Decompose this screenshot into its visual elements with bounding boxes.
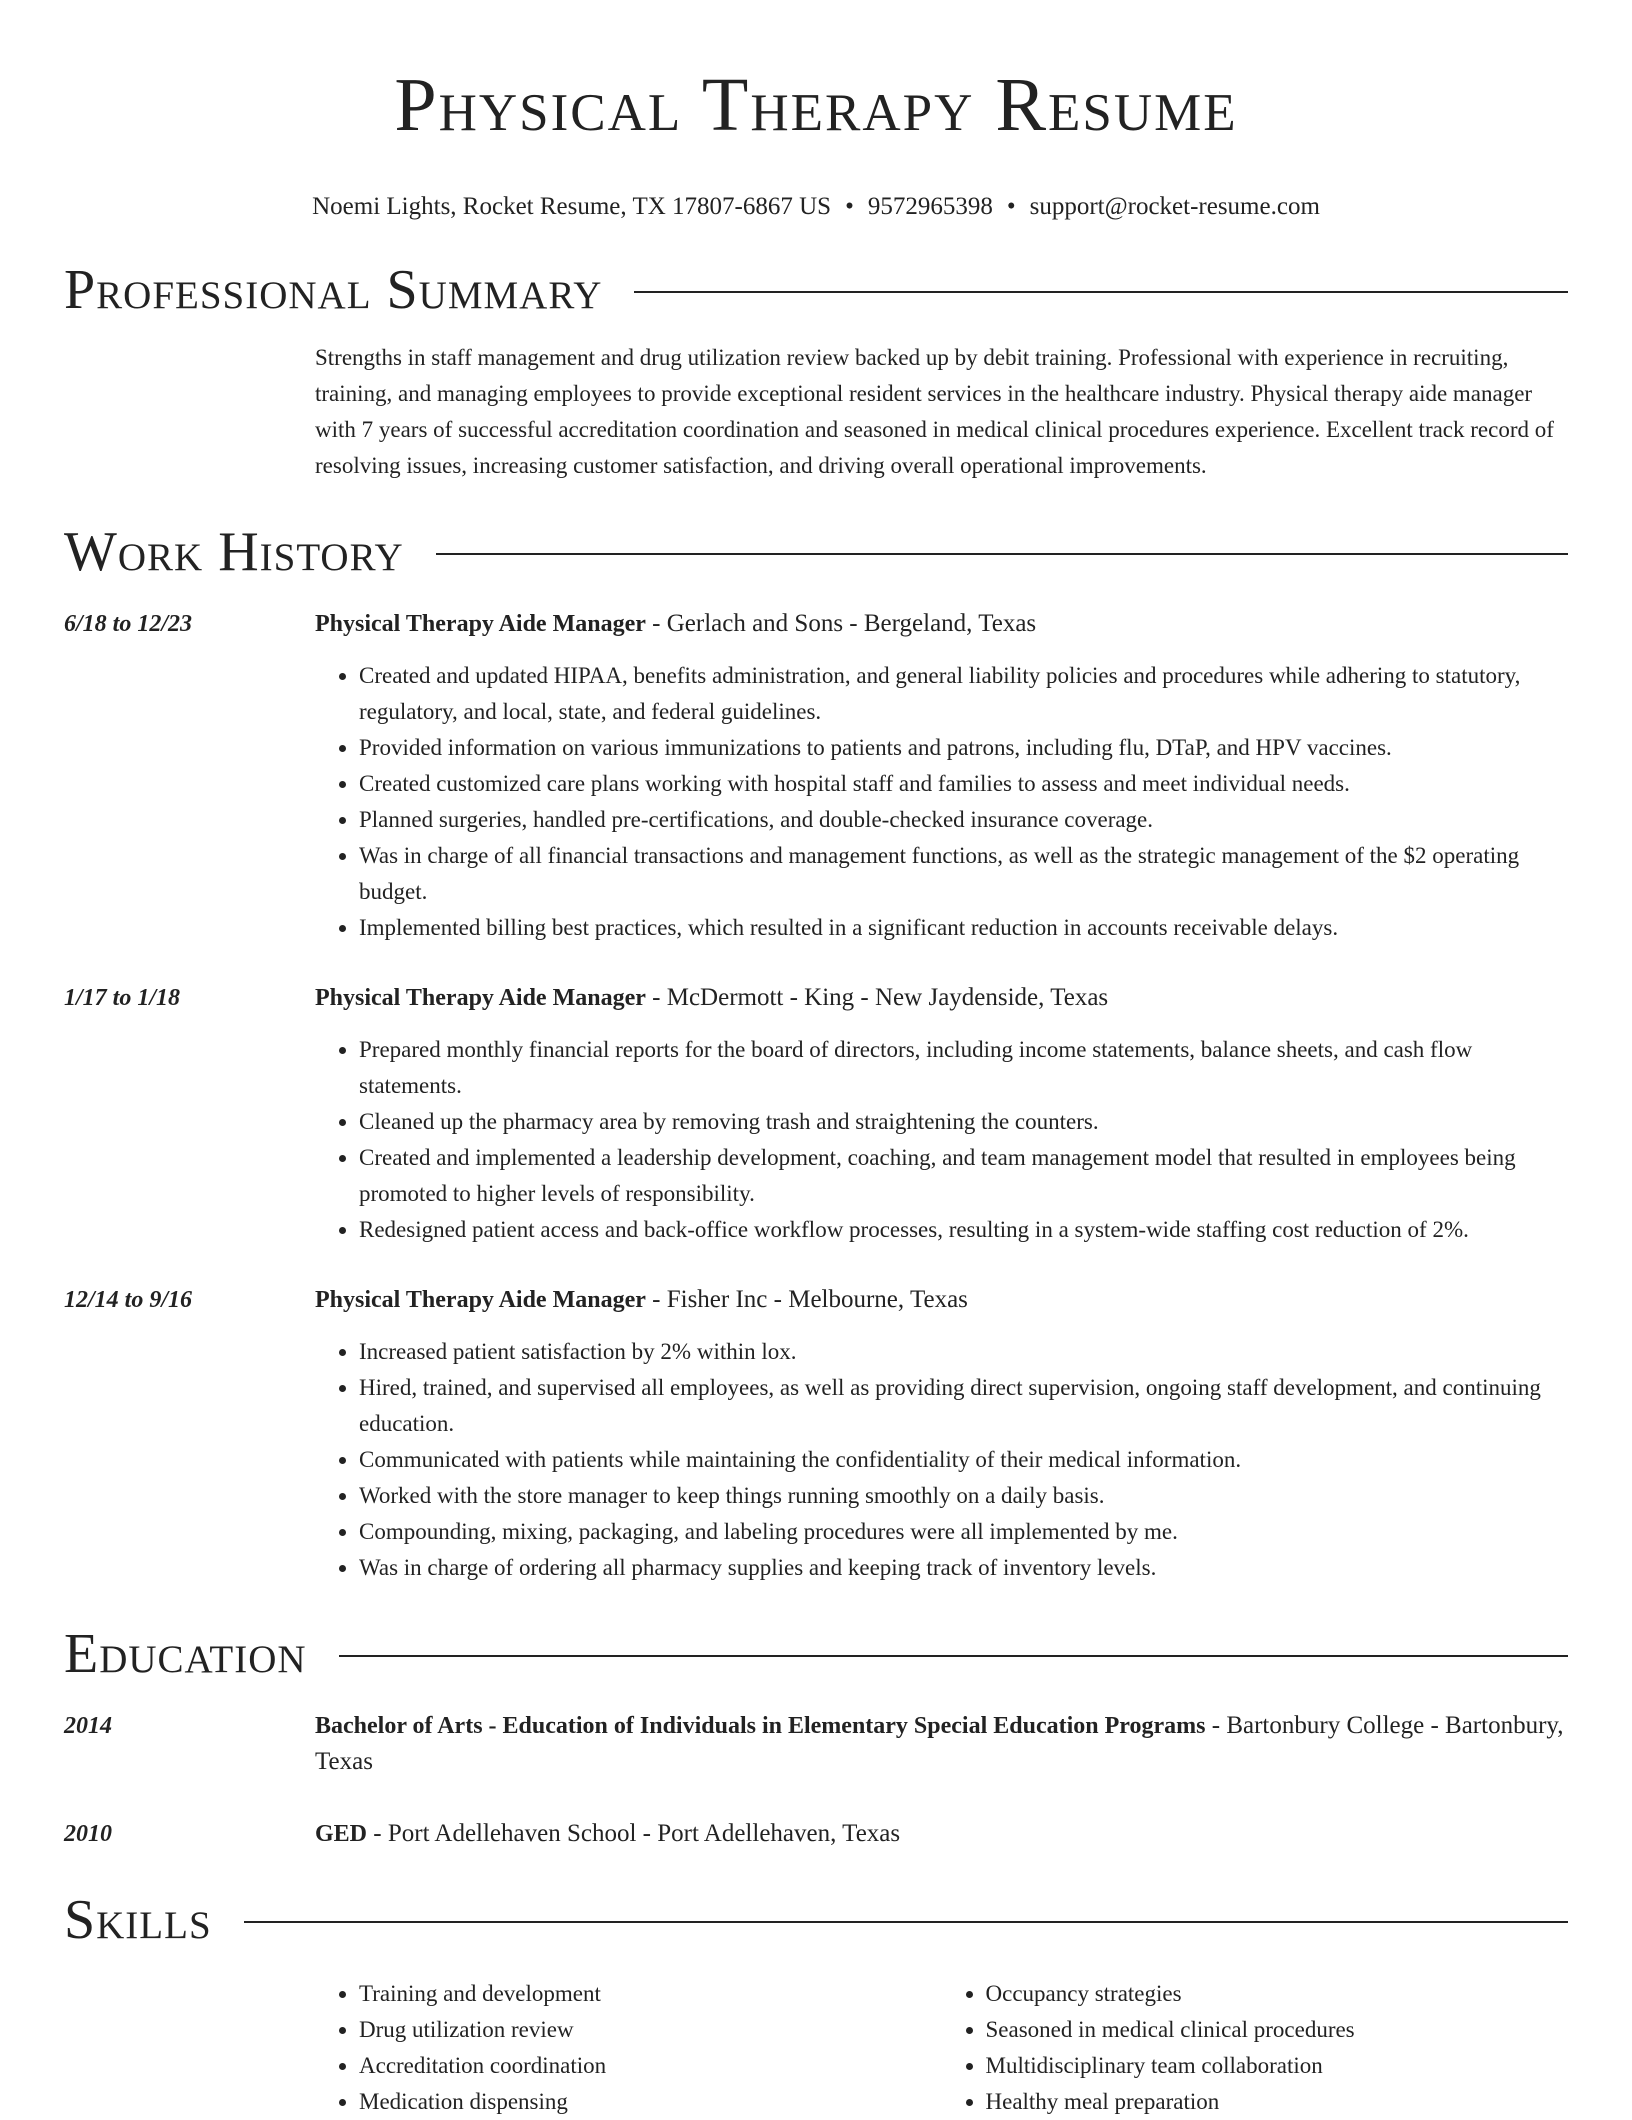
contact-separator: • <box>1006 193 1016 220</box>
list-item: • Provided information on various immunizations to patients and patrons, including flu, DTaP, and HPV vaccines. <box>359 730 1568 766</box>
education-details: - Port Adellehaven School - Port Adellehaven, Texas <box>367 1820 901 1847</box>
job-dates: 1/17 to 1/18 <box>64 985 181 1011</box>
skill-item: • Drug utilization review <box>359 2012 942 2048</box>
job-dates: 6/18 to 12/23 <box>64 611 193 637</box>
education-details: - Bartonbury College - Bartonbury, Texas <box>315 1712 1564 1775</box>
section-heading-summary <box>64 258 1568 322</box>
job-details: - Gerlach and Sons - Bergeland, Texas <box>645 610 1037 637</box>
education-degree: Bachelor of Arts - Education of Individuals in Elementary Special Education Programs <box>315 1713 1206 1739</box>
skill-item: • Accreditation coordination <box>359 2048 942 2084</box>
page-title: Physical Therapy Resume <box>394 63 1238 147</box>
skill-item: • Healthy meal preparation <box>986 2084 1569 2120</box>
list-item: • Cleaned up the pharmacy area by removing trash and straightening the counters. <box>359 1104 1568 1140</box>
section-title: Skills <box>64 1889 212 1951</box>
section-divider <box>339 1655 1568 1657</box>
section-title: Work History <box>64 521 404 583</box>
list-item: • Implemented billing best practices, which resulted in a significant reduction in accounts receivable delays. <box>359 910 1568 946</box>
skill-item: • Multidisciplinary team collaboration <box>986 2048 1569 2084</box>
education-year: 2014 <box>64 1713 112 1739</box>
list-item: • Hired, trained, and supervised all employees, as well as providing direct supervision, ongoing staff development, and continuing education. <box>359 1370 1568 1442</box>
list-item: • Prepared monthly financial reports for the board of directors, including income statements, balance sheets, and cash flow statements. <box>359 1032 1568 1104</box>
education-year: 2010 <box>64 1821 112 1847</box>
section-heading-education <box>64 1622 1568 1686</box>
list-item: • Was in charge of ordering all pharmacy supplies and keeping track of inventory levels. <box>359 1550 1568 1586</box>
section-heading-skills <box>64 1888 1568 1952</box>
skill-item: • Training and development <box>359 1976 942 2012</box>
contact-separator: • <box>845 193 854 220</box>
education-content <box>315 1708 1568 1780</box>
job-content <box>315 606 1568 946</box>
skills-list <box>315 1976 1568 2120</box>
section-divider <box>436 553 1568 555</box>
contact-address: Noemi Lights, Rocket Resume, TX 17807-6867 US <box>312 193 832 220</box>
job-heading <box>315 980 1568 1016</box>
job-entry <box>64 980 1568 1248</box>
job-title: Physical Therapy Aide Manager <box>315 1287 646 1313</box>
job-content <box>315 1282 1568 1586</box>
job-content <box>315 980 1568 1248</box>
section-heading-work-history <box>64 520 1568 584</box>
section-title: Education <box>64 1623 307 1685</box>
list-item: • Communicated with patients while maintaining the confidentiality of their medical information. <box>359 1442 1568 1478</box>
job-entry <box>64 606 1568 946</box>
list-item: • Planned surgeries, handled pre-certifications, and double-checked insurance coverage. <box>359 802 1568 838</box>
education-degree: GED <box>315 1821 368 1847</box>
job-dates: 12/14 to 9/16 <box>64 1287 193 1313</box>
list-item: • Increased patient satisfaction by 2% within lox. <box>359 1334 1568 1370</box>
job-heading <box>315 606 1568 642</box>
list-item: • Compounding, mixing, packaging, and labeling procedures were all implemented by me. <box>359 1514 1568 1550</box>
job-heading <box>315 1282 1568 1318</box>
list-item: • Redesigned patient access and back-office workflow processes, resulting in a system-wide staffing cost reduction of 2%. <box>359 1212 1568 1248</box>
job-title: Physical Therapy Aide Manager <box>315 985 646 1011</box>
list-item: • Worked with the store manager to keep things running smoothly on a daily basis. <box>359 1478 1568 1514</box>
education-content <box>315 1816 1568 1852</box>
skills-column-left <box>315 1976 942 2120</box>
list-item: • Was in charge of all financial transactions and management functions, as well as the strategic management of the $2 operating budget. <box>359 838 1568 910</box>
summary-text: Strengths in staff management and drug utilization review backed up by debit training. Professional with experience in recruiting, training, and managing employees to provide exceptional resident services in the healthcare industry. Physical therapy aide manager with 7 years of successful accreditation coordination and seasoned in medical clinical procedures experience. Excellent track record of resolving issues, increasing customer satisfaction, and driving overall operational improvements. <box>315 345 1554 478</box>
skill-item: • Seasoned in medical clinical procedures <box>986 2012 1569 2048</box>
contact-line <box>64 192 1568 222</box>
job-details: - Fisher Inc - Melbourne, Texas <box>645 1286 968 1313</box>
section-title: Professional Summary <box>64 259 603 321</box>
job-bullets <box>315 658 1568 946</box>
list-item: • Created and updated HIPAA, benefits administration, and general liability policies and procedures while adhering to statutory, regulatory, and local, state, and federal guidelines. <box>359 658 1568 730</box>
job-title: Physical Therapy Aide Manager <box>315 611 646 637</box>
education-entry <box>64 1708 1568 1780</box>
contact-phone: 9572965398 <box>867 193 993 220</box>
job-details: - McDermott - King - New Jaydenside, Texas <box>645 984 1109 1011</box>
job-bullets <box>315 1032 1568 1248</box>
list-item: • Created customized care plans working with hospital staff and families to assess and meet individual needs. <box>359 766 1568 802</box>
job-bullets <box>315 1334 1568 1586</box>
contact-email[interactable]: support@rocket-resume.com <box>1029 193 1320 220</box>
skill-item: • Medication dispensing <box>359 2084 942 2120</box>
job-entry <box>64 1282 1568 1586</box>
skill-item: • Occupancy strategies <box>986 1976 1569 2012</box>
skills-column-right <box>942 1976 1569 2120</box>
education-entry <box>64 1816 1568 1852</box>
section-divider <box>634 291 1568 293</box>
section-divider <box>244 1921 1568 1923</box>
list-item: • Created and implemented a leadership development, coaching, and team management model that resulted in employees being promoted to higher levels of responsibility. <box>359 1140 1568 1212</box>
